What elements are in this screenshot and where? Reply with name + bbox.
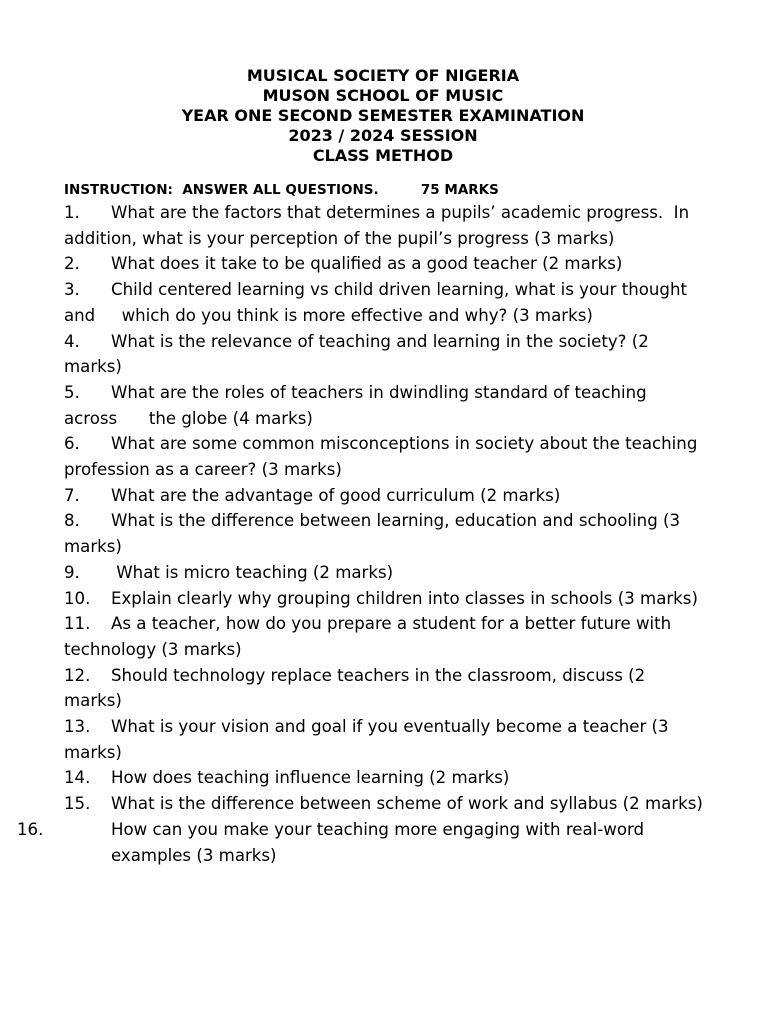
question-item: [64, 483, 704, 509]
question-item: [64, 765, 704, 791]
question-number: 6.: [64, 434, 80, 454]
question-text: As a teacher, how do you prepare a student for a better future with technology (3 marks): [64, 614, 677, 659]
question-item: [64, 714, 704, 765]
instruction-line: INSTRUCTION: ANSWER ALL QUESTIONS. 75 MARKS: [64, 182, 499, 198]
question-text: Should technology replace teachers in the classroom, discuss (2 marks): [64, 665, 651, 711]
question-text: What are the advantage of good curriculum (2 marks): [111, 485, 561, 505]
question-text: What is the difference between scheme of work and syllabus (2 marks): [111, 794, 703, 814]
header-session: 2023 / 2024 SESSION: [288, 126, 478, 145]
question-item: [64, 277, 704, 328]
header-society: MUSICAL SOCIETY OF NIGERIA: [246, 66, 520, 85]
question-number: 15.: [64, 794, 91, 814]
question-item: [64, 791, 704, 817]
question-item: [64, 560, 704, 586]
question-text: What is the difference between learning, education and schooling (3 marks): [64, 511, 707, 557]
question-item: [64, 200, 716, 251]
question-item: [64, 508, 707, 559]
question-text: Child centered learning vs child driven learning, what is your thought and which do you think is more effective and why? (3 marks): [64, 280, 693, 325]
question-item: [64, 586, 704, 612]
question-text: How can you make your teaching more engaging with real-word examples (3 marks): [111, 819, 650, 865]
question-text: What is micro teaching (2 marks): [111, 562, 394, 582]
question-number: 3.: [64, 280, 80, 300]
question-item: [64, 329, 704, 380]
question-number: 8.: [64, 511, 80, 531]
question-text: What are the roles of teachers in dwindling standard of teaching across the globe (4 marks): [64, 382, 652, 428]
question-item: [17, 817, 704, 868]
question-number: 9.: [64, 562, 80, 582]
question-text: What does it take to be qualified as a good teacher (2 marks): [111, 254, 623, 274]
question-text: What is your vision and goal if you eventually become a teacher (3 marks): [64, 717, 674, 762]
question-item: [64, 431, 714, 482]
question-number: 1.: [64, 203, 80, 222]
question-number: 16.: [17, 819, 44, 839]
question-text: How does teaching influence learning (2 marks): [111, 768, 510, 788]
question-number: 12.: [64, 665, 91, 685]
question-number: 2.: [64, 254, 80, 274]
question-number: 7.: [64, 485, 80, 505]
question-number: 4.: [64, 331, 80, 351]
question-item: [64, 611, 704, 662]
question-number: 5.: [64, 382, 80, 402]
question-number: 13.: [64, 717, 91, 737]
question-text: What are the factors that determines a pupils’ academic progress. In addition, what is your perception of the pupil’s progress (3 marks): [64, 203, 716, 248]
exam-header: [0, 66, 766, 166]
header-course: CLASS METHOD: [312, 146, 454, 165]
question-list: [17, 200, 716, 868]
question-number: 11.: [64, 614, 91, 634]
header-school: MUSON SCHOOL OF MUSIC: [262, 86, 504, 105]
question-number: 14.: [64, 768, 91, 788]
header-exam-title: YEAR ONE SECOND SEMESTER EXAMINATION: [181, 106, 585, 125]
question-text: What are some common misconceptions in society about the teaching profession as a career? (3 marks): [64, 434, 714, 480]
question-text: What is the relevance of teaching and learning in the society? (2 marks): [64, 331, 655, 377]
question-text: Explain clearly why grouping children into classes in schools (3 marks): [111, 588, 698, 608]
question-item: [64, 251, 704, 277]
question-item: [64, 663, 704, 714]
question-item: [64, 380, 704, 431]
question-number: 10.: [64, 588, 91, 608]
